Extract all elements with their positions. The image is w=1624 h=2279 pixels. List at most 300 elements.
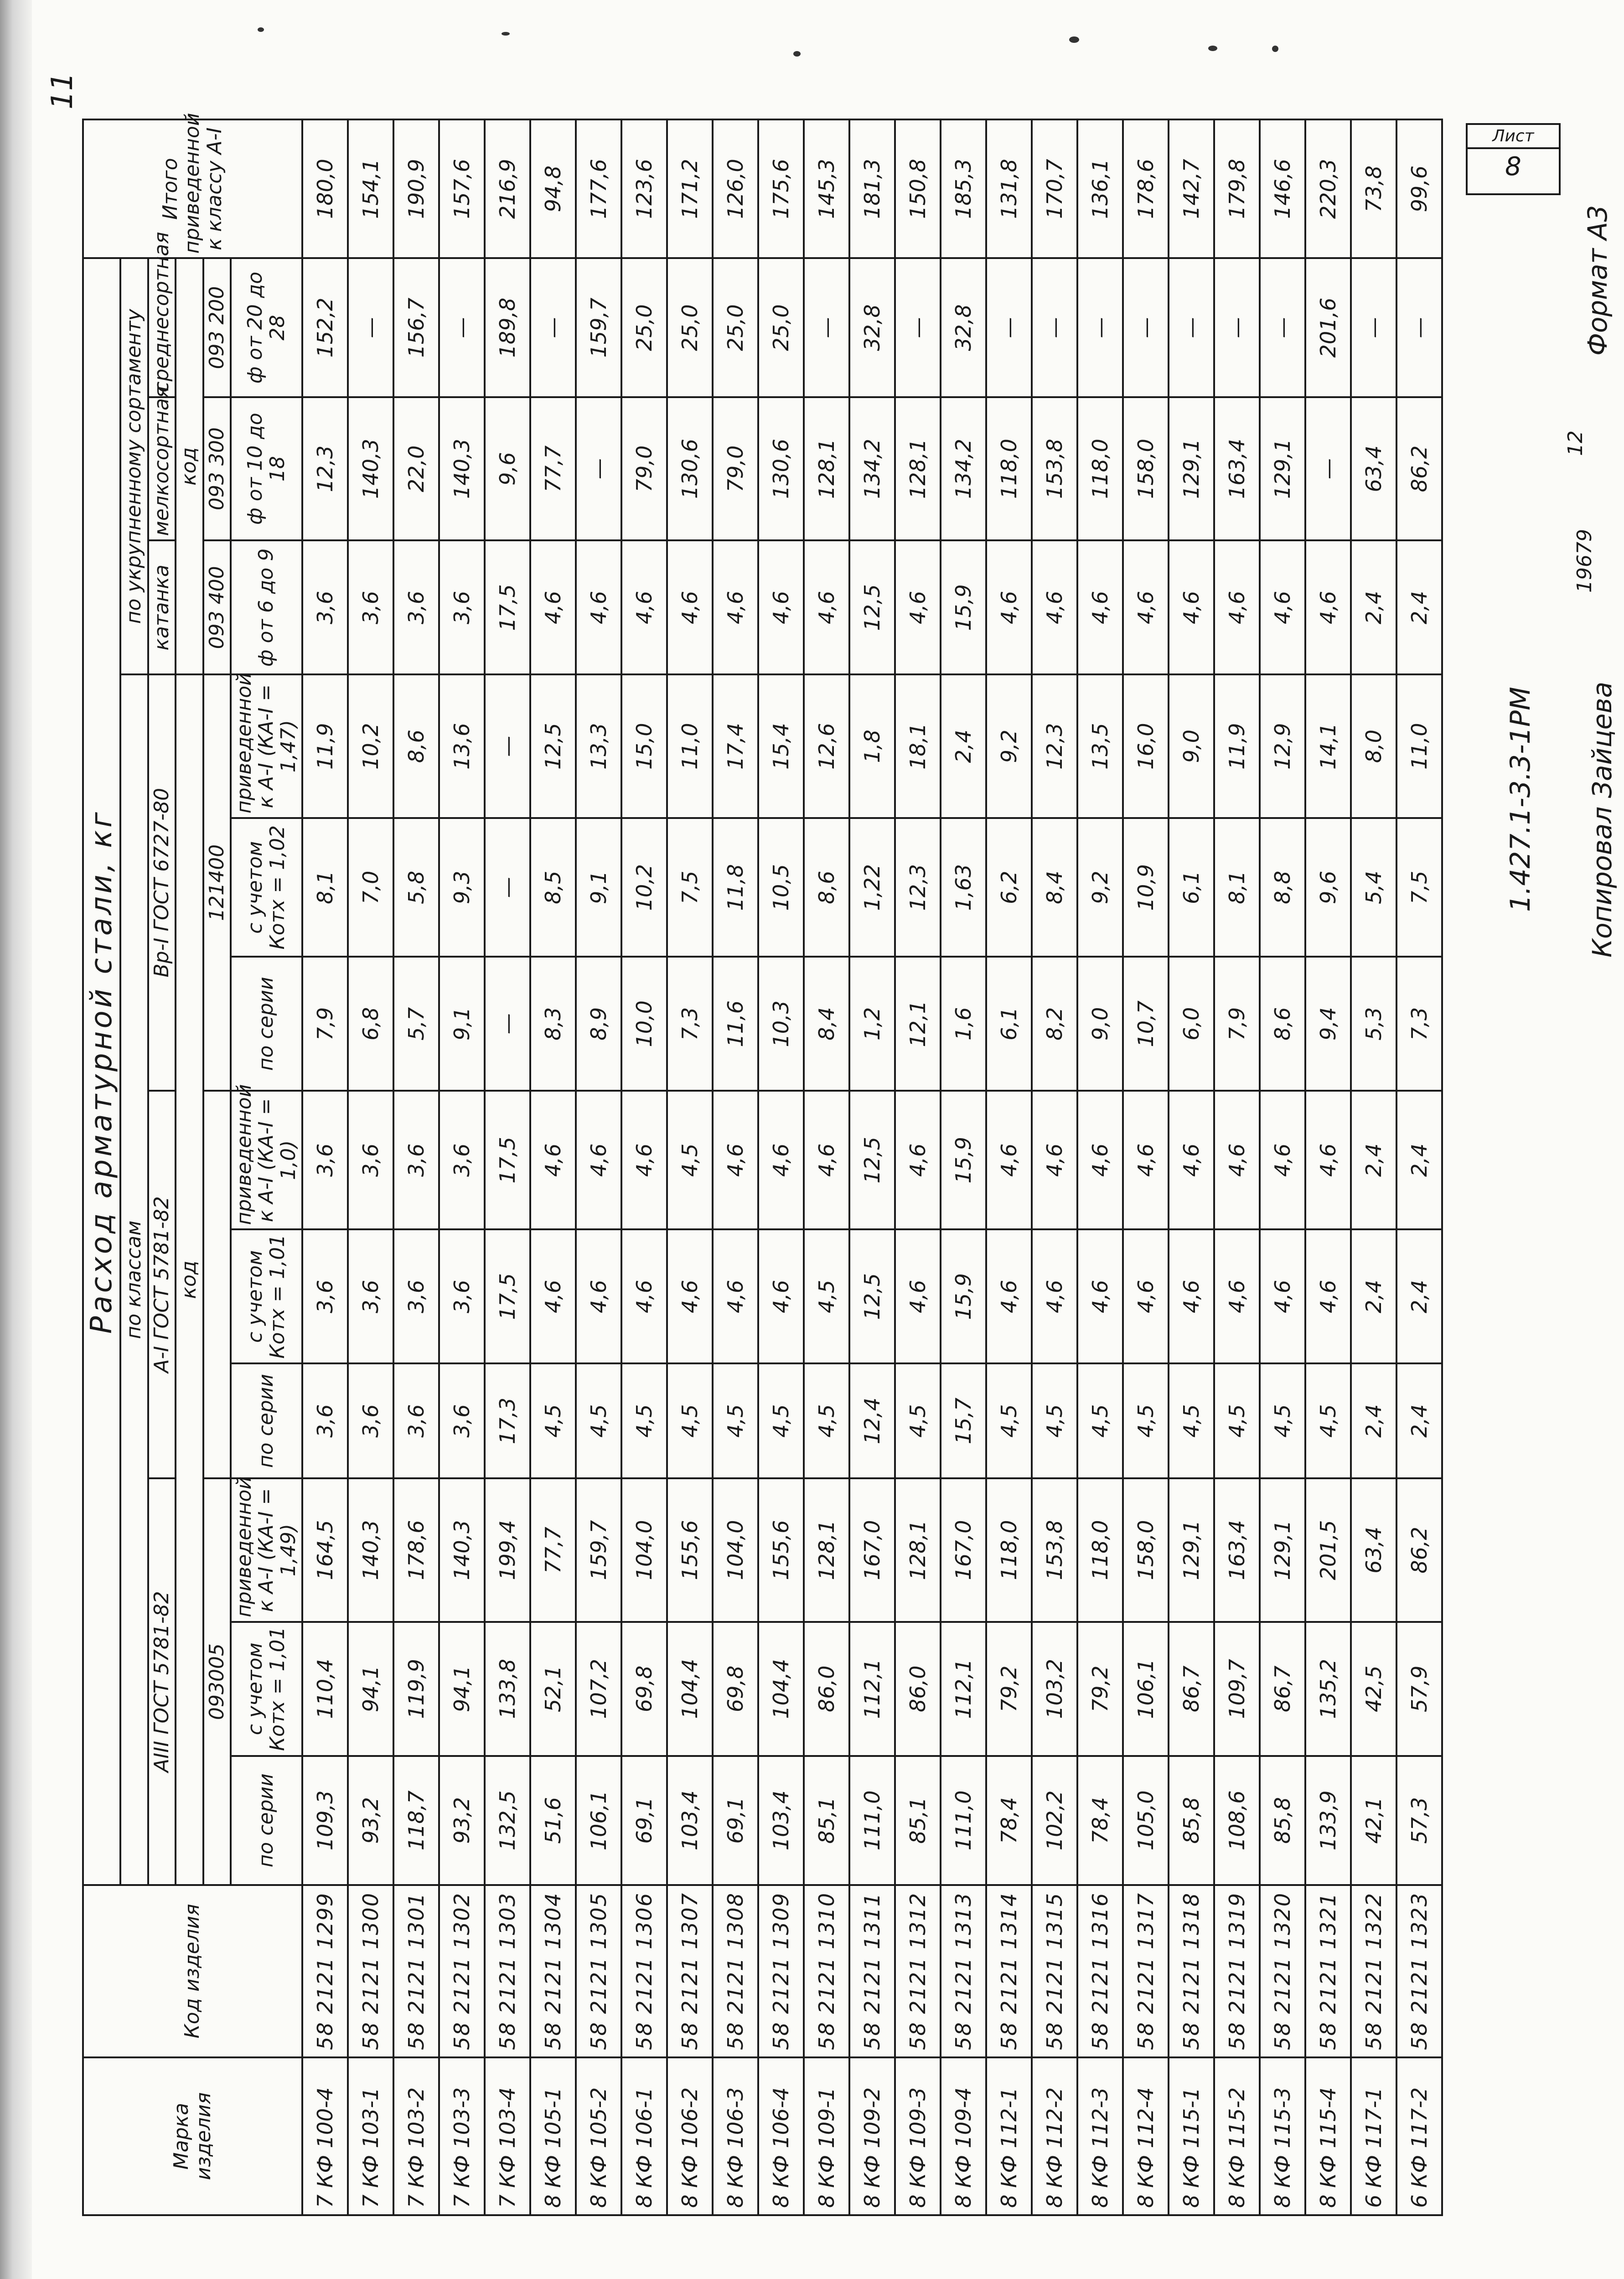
table-row [530, 119, 576, 2215]
cell-a1s: 4,5 [1077, 1363, 1123, 1478]
cell-a3s: 102,2 [1032, 1756, 1077, 1885]
cell-a3r: 86,2 [1396, 1478, 1442, 1622]
cell-k400: 4,6 [713, 541, 758, 675]
cell-a1k: 12,5 [849, 1229, 895, 1363]
cell-a1r: 4,6 [530, 1091, 576, 1229]
cell-k400: 4,6 [986, 541, 1032, 675]
cell-a1k: 4,6 [1260, 1229, 1305, 1363]
scan-speck [258, 27, 264, 32]
cell-bps: 7,9 [302, 957, 348, 1091]
cell-k300: 153,8 [1032, 397, 1077, 541]
cell-a3r: 77,7 [530, 1478, 576, 1622]
cell-a1r: 2,4 [1396, 1091, 1442, 1229]
cell-mark: 8 КФ 112-2 [1032, 2057, 1077, 2215]
cell-a1k: 3,6 [302, 1229, 348, 1363]
cell-mark: 8 КФ 112-3 [1077, 2057, 1123, 2215]
cell-a1k: 15,9 [941, 1229, 986, 1363]
cell-k200: — [1169, 258, 1214, 397]
table-row [1214, 119, 1260, 2215]
cell-bps: 6,0 [1169, 957, 1214, 1091]
cell-k400: 4,6 [1077, 541, 1123, 675]
cell-k400: 4,6 [804, 541, 849, 675]
table-row [439, 119, 485, 2215]
cell-bpr: 9,2 [986, 674, 1032, 818]
cell-a3r: 201,5 [1305, 1478, 1351, 1622]
cell-k300: 79,0 [621, 397, 667, 541]
cell-a1k: 3,6 [348, 1229, 393, 1363]
cell-bpk: 10,2 [621, 818, 667, 957]
cell-tot: 175,6 [758, 119, 804, 258]
cell-k300: 158,0 [1123, 397, 1169, 541]
cell-bpr: — [485, 674, 530, 818]
cell-a3s: 103,4 [758, 1756, 804, 1885]
cell-k400: 4,6 [758, 541, 804, 675]
cell-bps: 6,1 [986, 957, 1032, 1091]
cell-k200: — [1260, 258, 1305, 397]
cell-a1r: 4,6 [1260, 1091, 1305, 1229]
cell-tot: 157,6 [439, 119, 485, 258]
cell-mark: 8 КФ 112-4 [1123, 2057, 1169, 2215]
cell-bpr: 2,4 [941, 674, 986, 818]
cell-a3k: 86,7 [1169, 1622, 1214, 1756]
cell-k400: 3,6 [348, 541, 393, 675]
cell-mark: 7 КФ 100-4 [302, 2057, 348, 2215]
cell-code: 58 2121 1305 [576, 1885, 621, 2057]
cell-a1r: 3,6 [393, 1091, 439, 1229]
cell-a3k: 107,2 [576, 1622, 621, 1756]
cell-a3s: 78,4 [986, 1756, 1032, 1885]
cell-a3s: 105,0 [1123, 1756, 1169, 1885]
table-row [895, 119, 941, 2215]
cell-k200: 32,8 [941, 258, 986, 397]
cell-a1s: 4,5 [667, 1363, 713, 1478]
cell-a3k: 79,2 [1077, 1622, 1123, 1756]
cell-k300: 9,6 [485, 397, 530, 541]
cell-a1r: 4,6 [1214, 1091, 1260, 1229]
table-row [1077, 119, 1123, 2215]
cell-k300: 130,6 [758, 397, 804, 541]
cell-a1r: 4,6 [895, 1091, 941, 1229]
cell-a3r: 63,4 [1351, 1478, 1396, 1622]
col-total-header: Итого приведенной к классу А-I [83, 119, 302, 258]
cell-k300: 79,0 [713, 397, 758, 541]
scan-speck [1069, 36, 1079, 43]
cell-mark: 8 КФ 105-1 [530, 2057, 576, 2215]
cell-k200: — [439, 258, 485, 397]
cell-a3r: 155,6 [667, 1478, 713, 1622]
cell-tot: 73,8 [1351, 119, 1396, 258]
cell-a1s: 4,5 [621, 1363, 667, 1478]
code-400-header: 093 400 [203, 541, 231, 675]
cell-k400: 4,6 [530, 541, 576, 675]
table-body [302, 119, 1442, 2215]
cell-code: 58 2121 1310 [804, 1885, 849, 2057]
cell-code: 58 2121 1315 [1032, 1885, 1077, 2057]
cell-bpk: 12,3 [895, 818, 941, 957]
cell-bpr: 15,0 [621, 674, 667, 818]
cell-a3s: 118,7 [393, 1756, 439, 1885]
cell-k400: 4,6 [576, 541, 621, 675]
scan-speck [502, 32, 510, 36]
cell-a1s: 4,5 [758, 1363, 804, 1478]
cell-a1s: 4,5 [1260, 1363, 1305, 1478]
cell-bps: 8,2 [1032, 957, 1077, 1091]
cell-code: 58 2121 1319 [1214, 1885, 1260, 2057]
cell-k400: 4,6 [1169, 541, 1214, 675]
cell-mark: 8 КФ 106-4 [758, 2057, 804, 2215]
a1-k-header: с учетом Котх = 1,01 [231, 1229, 302, 1363]
cell-bpr: 10,2 [348, 674, 393, 818]
cell-a3r: 164,5 [302, 1478, 348, 1622]
cell-code: 58 2121 1306 [621, 1885, 667, 2057]
cell-a1k: 4,6 [530, 1229, 576, 1363]
cell-k200: 201,6 [1305, 258, 1351, 397]
cell-bpr: 11,0 [667, 674, 713, 818]
cell-k400: 15,9 [941, 541, 986, 675]
cell-a3r: 167,0 [849, 1478, 895, 1622]
cell-k300: 129,1 [1260, 397, 1305, 541]
by-assortment-header: по укрупненному сортаменту [120, 258, 148, 674]
cell-k200: — [1351, 258, 1396, 397]
cell-bpk: 6,2 [986, 818, 1032, 957]
cell-a1r: 12,5 [849, 1091, 895, 1229]
cell-a1s: 3,6 [302, 1363, 348, 1478]
cell-a1r: 4,6 [1305, 1091, 1351, 1229]
cell-code: 58 2121 1304 [530, 1885, 576, 2057]
cell-bpr: 8,0 [1351, 674, 1396, 818]
cell-code: 58 2121 1300 [348, 1885, 393, 2057]
cell-a3k: 69,8 [713, 1622, 758, 1756]
cell-a3s: 51,6 [530, 1756, 576, 1885]
table-row [941, 119, 986, 2215]
sheet-label: Лист [1468, 125, 1559, 149]
cell-a1k: 2,4 [1396, 1229, 1442, 1363]
cell-k400: 4,6 [621, 541, 667, 675]
cell-bps: 8,3 [530, 957, 576, 1091]
cell-mark: 7 КФ 103-2 [393, 2057, 439, 2215]
cell-tot: 142,7 [1169, 119, 1214, 258]
cell-k400: 3,6 [302, 541, 348, 675]
cell-bpk: 8,5 [530, 818, 576, 957]
cell-a3k: 94,1 [439, 1622, 485, 1756]
cell-a3s: 93,2 [439, 1756, 485, 1885]
cell-a3k: 112,1 [849, 1622, 895, 1756]
table-row [1396, 119, 1442, 2215]
table-row [804, 119, 849, 2215]
cell-mark: 6 КФ 117-1 [1351, 2057, 1396, 2215]
cell-a3r: 153,8 [1032, 1478, 1077, 1622]
cell-a3s: 42,1 [1351, 1756, 1396, 1885]
table-row [485, 119, 530, 2215]
cell-a3k: 69,8 [621, 1622, 667, 1756]
a1-code-header [203, 1091, 231, 1478]
cell-a3s: 93,2 [348, 1756, 393, 1885]
cell-k400: 4,6 [1032, 541, 1077, 675]
cell-bpk: 8,6 [804, 818, 849, 957]
cell-a1s: 15,7 [941, 1363, 986, 1478]
cell-a3s: 108,6 [1214, 1756, 1260, 1885]
cell-a1r: 4,6 [804, 1091, 849, 1229]
cell-mark: 8 КФ 115-1 [1169, 2057, 1214, 2215]
cell-bps: 6,8 [348, 957, 393, 1091]
cell-k400: 4,6 [1123, 541, 1169, 675]
cell-a1s: 4,5 [713, 1363, 758, 1478]
cell-k200: 189,8 [485, 258, 530, 397]
cell-a1s: 2,4 [1351, 1363, 1396, 1478]
cell-a3r: 104,0 [621, 1478, 667, 1622]
cell-a1s: 4,5 [1032, 1363, 1077, 1478]
cell-a1s: 2,4 [1396, 1363, 1442, 1478]
cell-bpr: 11,9 [1214, 674, 1260, 818]
cell-tot: 190,9 [393, 119, 439, 258]
cell-a3r: 178,6 [393, 1478, 439, 1622]
cell-a1r: 4,6 [1123, 1091, 1169, 1229]
cell-bpk: 10,5 [758, 818, 804, 957]
cell-a1k: 4,5 [804, 1229, 849, 1363]
cell-tot: 177,6 [576, 119, 621, 258]
cell-a3s: 57,3 [1396, 1756, 1442, 1885]
by-classes-header: по классам [120, 674, 148, 1885]
cell-k200: — [348, 258, 393, 397]
cell-code: 58 2121 1309 [758, 1885, 804, 2057]
cell-a1s: 12,4 [849, 1363, 895, 1478]
cell-a1k: 4,6 [667, 1229, 713, 1363]
cell-k300: — [1305, 397, 1351, 541]
scan-speck [793, 51, 801, 57]
cell-k300: 163,4 [1214, 397, 1260, 541]
cell-k200: 25,0 [667, 258, 713, 397]
table-row [713, 119, 758, 2215]
katanka-header: катанка [148, 541, 176, 675]
cell-bpk: 10,9 [1123, 818, 1169, 957]
cell-bpr: 8,6 [393, 674, 439, 818]
cell-a3r: 163,4 [1214, 1478, 1260, 1622]
cell-a1r: 4,6 [1169, 1091, 1214, 1229]
cell-bpk: 5,8 [393, 818, 439, 957]
cell-a1s: 4,5 [1169, 1363, 1214, 1478]
col-mark-header: Марка изделия [83, 2057, 302, 2215]
table-row [302, 119, 348, 2215]
cell-a1s: 4,5 [1305, 1363, 1351, 1478]
cell-bpr: 13,6 [439, 674, 485, 818]
cell-tot: 179,8 [1214, 119, 1260, 258]
cell-k300: 128,1 [895, 397, 941, 541]
cell-k400: 3,6 [439, 541, 485, 675]
cell-a1k: 4,6 [713, 1229, 758, 1363]
cell-bps: 1,2 [849, 957, 895, 1091]
table-row [986, 119, 1032, 2215]
cell-code: 58 2121 1318 [1169, 1885, 1214, 2057]
cell-bpr: 12,6 [804, 674, 849, 818]
col-code-header: Код изделия [83, 1885, 302, 2057]
cell-a3s: 111,0 [941, 1756, 986, 1885]
copied-by: Копировал Зайцева [1587, 681, 1618, 958]
cell-k300: 128,1 [804, 397, 849, 541]
cell-code: 58 2121 1302 [439, 1885, 485, 2057]
cell-tot: 145,3 [804, 119, 849, 258]
cell-k400: 4,6 [1214, 541, 1260, 675]
cell-a1s: 4,5 [1214, 1363, 1260, 1478]
cell-a1k: 4,6 [758, 1229, 804, 1363]
cell-a3k: 42,5 [1351, 1622, 1396, 1756]
cell-a3k: 86,0 [804, 1622, 849, 1756]
cell-bpr: 17,4 [713, 674, 758, 818]
cell-k400: 4,6 [1260, 541, 1305, 675]
cell-tot: 154,1 [348, 119, 393, 258]
cell-a3k: 57,9 [1396, 1622, 1442, 1756]
sheet-number-box [1466, 123, 1561, 195]
cell-a1r: 4,6 [576, 1091, 621, 1229]
cell-a1r: 17,5 [485, 1091, 530, 1229]
cell-bpk: 11,8 [713, 818, 758, 957]
cell-bps: 9,0 [1077, 957, 1123, 1091]
cell-tot: 171,2 [667, 119, 713, 258]
cell-bps: 9,1 [439, 957, 485, 1091]
cell-bpr: 12,3 [1032, 674, 1077, 818]
cell-a1r: 4,6 [621, 1091, 667, 1229]
cell-bpr: 13,3 [576, 674, 621, 818]
copy-number: 12 [1564, 430, 1587, 456]
cell-a1r: 4,6 [713, 1091, 758, 1229]
cell-a3r: 128,1 [804, 1478, 849, 1622]
code-label-assortment: код [176, 258, 203, 674]
cell-mark: 8 КФ 109-1 [804, 2057, 849, 2215]
cell-k200: — [530, 258, 576, 397]
sredne-header: среднесортная [148, 258, 176, 397]
cell-a3s: 85,1 [895, 1756, 941, 1885]
cell-k200: 159,7 [576, 258, 621, 397]
table-row [576, 119, 621, 2215]
table-row [348, 119, 393, 2215]
cell-a3k: 94,1 [348, 1622, 393, 1756]
cell-bps: 7,3 [667, 957, 713, 1091]
cell-a1s: 3,6 [439, 1363, 485, 1478]
cell-bpk: 8,1 [1214, 818, 1260, 957]
bp-reduced-header: приведенной к А-I (КА-I = 1,47) [231, 674, 302, 818]
cell-tot: 216,9 [485, 119, 530, 258]
cell-a3k: 133,8 [485, 1622, 530, 1756]
table-row [1351, 119, 1396, 2215]
cell-a1r: 3,6 [302, 1091, 348, 1229]
cell-mark: 8 КФ 115-3 [1260, 2057, 1305, 2215]
cell-mark: 8 КФ 106-3 [713, 2057, 758, 2215]
cell-bpk: 1,22 [849, 818, 895, 957]
cell-a3r: 118,0 [1077, 1478, 1123, 1622]
cell-a3r: 140,3 [348, 1478, 393, 1622]
cell-a3k: 106,1 [1123, 1622, 1169, 1756]
diam-200-header: ф от 20 до 28 [231, 258, 302, 397]
cell-code: 58 2121 1317 [1123, 1885, 1169, 2057]
bp1-gost-header: Вр-I ГОСТ 6727-80 [148, 674, 176, 1091]
cell-k200: — [986, 258, 1032, 397]
cell-k200: — [1214, 258, 1260, 397]
cell-a1r: 4,6 [1032, 1091, 1077, 1229]
cell-bpk: 1,63 [941, 818, 986, 957]
cell-k200: — [1123, 258, 1169, 397]
cell-bps: 10,7 [1123, 957, 1169, 1091]
cell-a1k: 17,5 [485, 1229, 530, 1363]
cell-code: 58 2121 1299 [302, 1885, 348, 2057]
cell-bps: 7,3 [1396, 957, 1442, 1091]
table-row [1123, 119, 1169, 2215]
cell-bps: 8,6 [1260, 957, 1305, 1091]
cell-code: 58 2121 1312 [895, 1885, 941, 2057]
cell-k400: 2,4 [1396, 541, 1442, 675]
cell-a1k: 4,6 [621, 1229, 667, 1363]
code-200-header: 093 200 [203, 258, 231, 397]
cell-bpr: 18,1 [895, 674, 941, 818]
cell-bps: 11,6 [713, 957, 758, 1091]
cell-tot: 136,1 [1077, 119, 1123, 258]
cell-code: 58 2121 1320 [1260, 1885, 1305, 2057]
cell-bpk: 8,4 [1032, 818, 1077, 957]
cell-code: 58 2121 1323 [1396, 1885, 1442, 2057]
cell-mark: 7 КФ 103-4 [485, 2057, 530, 2215]
cell-bps: 5,7 [393, 957, 439, 1091]
cell-tot: 220,3 [1305, 119, 1351, 258]
cell-mark: 8 КФ 106-2 [667, 2057, 713, 2215]
cell-code: 58 2121 1322 [1351, 1885, 1396, 2057]
cell-k200: 25,0 [713, 258, 758, 397]
cell-a3k: 104,4 [667, 1622, 713, 1756]
page-number: 11 [46, 72, 79, 109]
cell-mark: 8 КФ 105-2 [576, 2057, 621, 2215]
cell-a3s: 69,1 [621, 1756, 667, 1885]
cell-k200: 25,0 [621, 258, 667, 397]
cell-tot: 99,6 [1396, 119, 1442, 258]
table-row [1260, 119, 1305, 2215]
cell-mark: 8 КФ 109-3 [895, 2057, 941, 2215]
table-title: Расход арматурной стали, кг [83, 258, 120, 1885]
cell-a3k: 112,1 [941, 1622, 986, 1756]
cell-a1k: 4,6 [1123, 1229, 1169, 1363]
cell-bpk: 6,1 [1169, 818, 1214, 957]
cell-mark: 8 КФ 109-2 [849, 2057, 895, 2215]
cell-bpk: 9,3 [439, 818, 485, 957]
cell-a1k: 4,6 [986, 1229, 1032, 1363]
table-row [621, 119, 667, 2215]
cell-a1r: 4,6 [1077, 1091, 1123, 1229]
sheet-number: 8 [1505, 152, 1521, 181]
cell-mark: 8 КФ 115-2 [1214, 2057, 1260, 2215]
diam-300-header: ф от 10 до 18 [231, 397, 302, 541]
cell-bps: 10,0 [621, 957, 667, 1091]
table-row [1032, 119, 1077, 2215]
cell-bpk: 7,5 [1396, 818, 1442, 957]
cell-a1s: 4,5 [986, 1363, 1032, 1478]
cell-tot: 181,3 [849, 119, 895, 258]
table-row [1305, 119, 1351, 2215]
cell-bps: 1,6 [941, 957, 986, 1091]
cell-bpr: 9,0 [1169, 674, 1214, 818]
cell-mark: 8 КФ 109-4 [941, 2057, 986, 2215]
cell-a1k: 4,6 [1032, 1229, 1077, 1363]
a1-gost-header: А-I ГОСТ 5781-82 [148, 1091, 176, 1478]
diam-400-header: ф от 6 до 9 [231, 541, 302, 675]
cell-bpr: 12,9 [1260, 674, 1305, 818]
cell-k300: 130,6 [667, 397, 713, 541]
cell-bps: 5,3 [1351, 957, 1396, 1091]
cell-bps: 12,1 [895, 957, 941, 1091]
cell-a3s: 106,1 [576, 1756, 621, 1885]
table-row [1169, 119, 1214, 2215]
cell-tot: 150,8 [895, 119, 941, 258]
cell-a1s: 4,5 [804, 1363, 849, 1478]
cell-a3r: 140,3 [439, 1478, 485, 1622]
cell-k300: 22,0 [393, 397, 439, 541]
cell-k400: 2,4 [1351, 541, 1396, 675]
cell-mark: 8 КФ 106-1 [621, 2057, 667, 2215]
